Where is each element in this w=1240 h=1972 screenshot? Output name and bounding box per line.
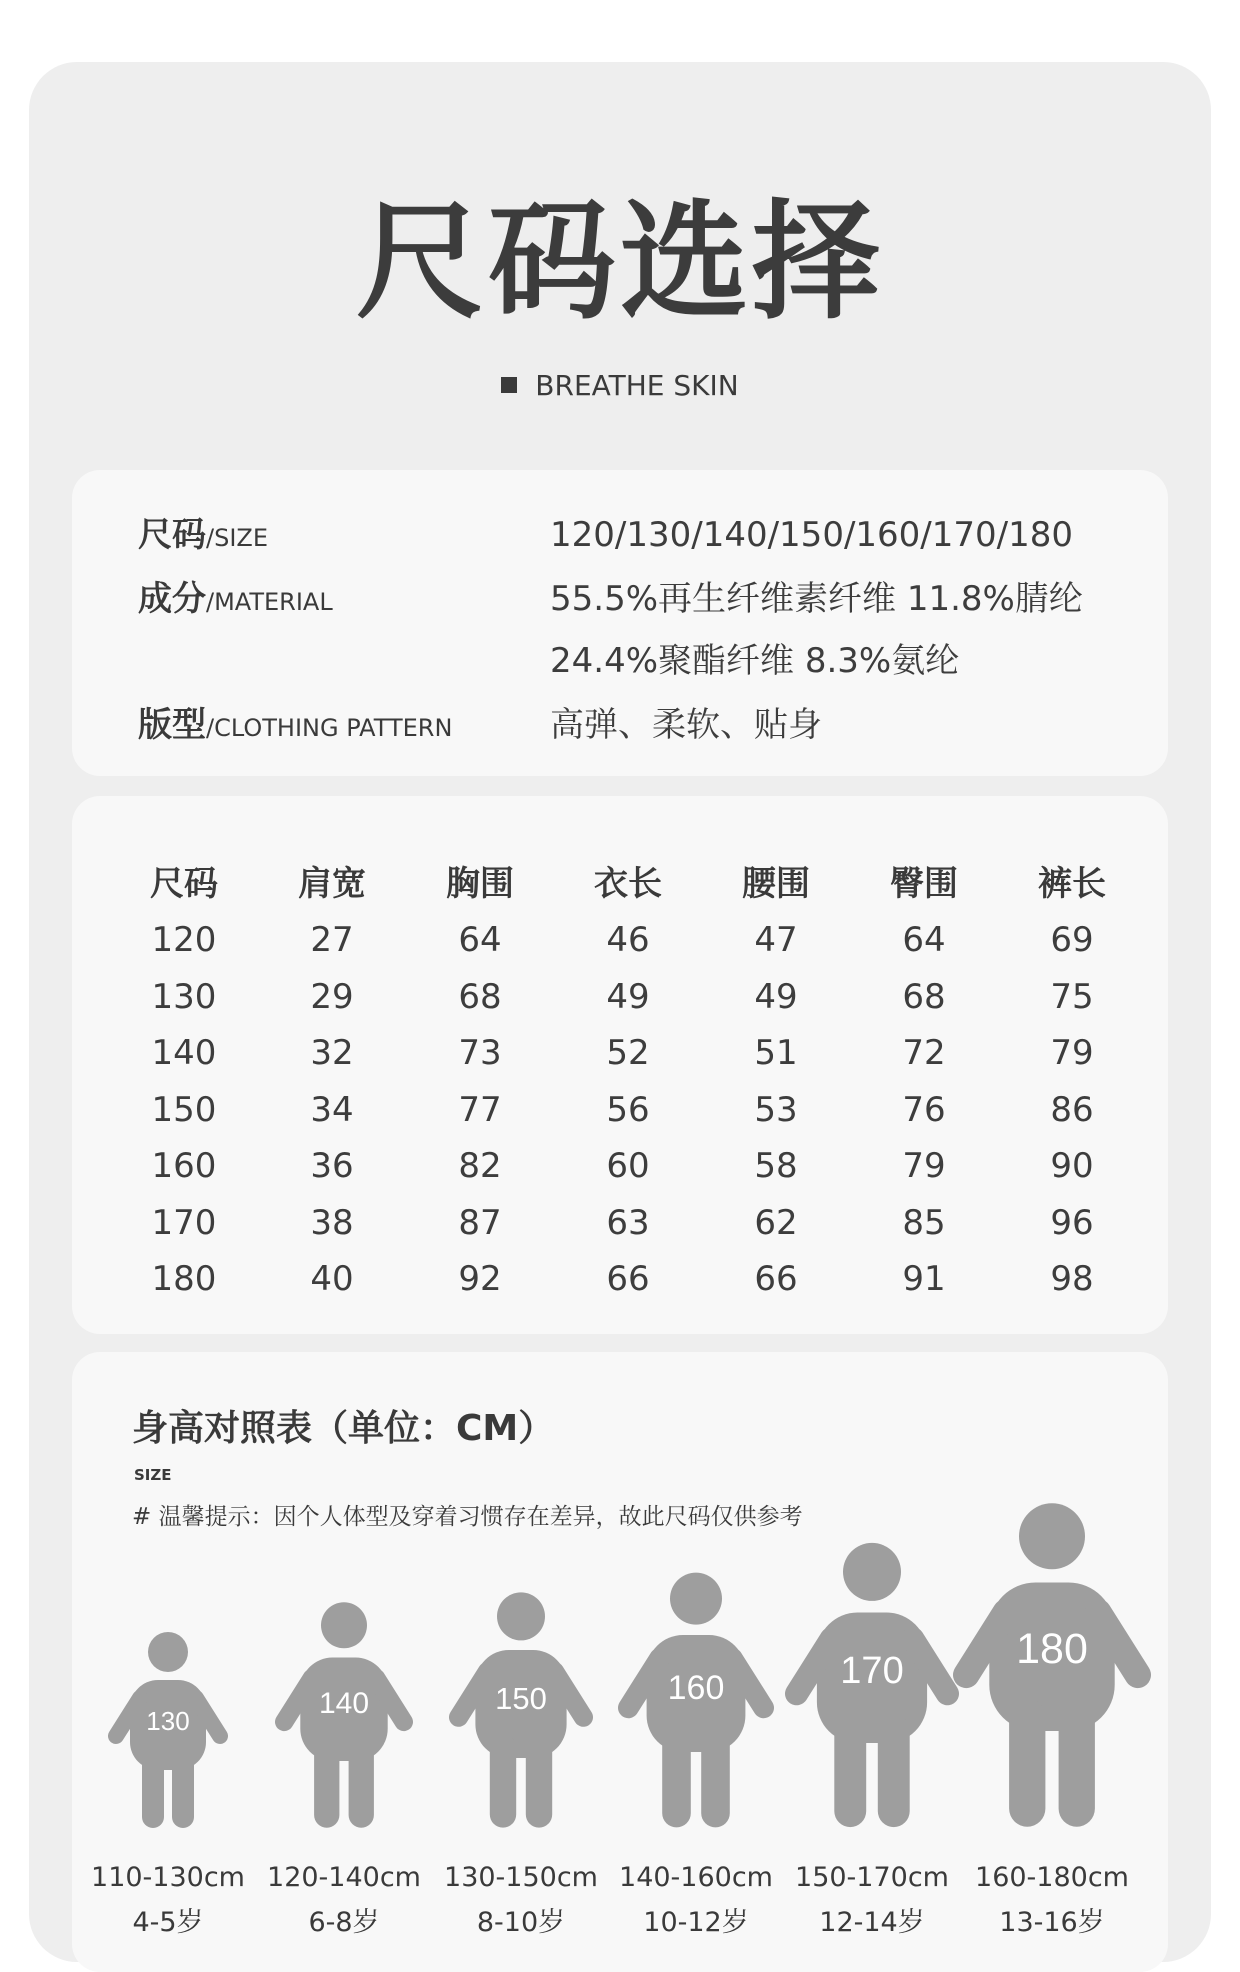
table-row	[110, 1025, 1146, 1082]
table-cell: 160	[151, 1146, 217, 1187]
height-range-label: 110-130cm	[91, 1862, 245, 1893]
table-cell: 66	[754, 1259, 798, 1300]
age-range-label: 8-10岁	[476, 1907, 566, 1938]
page-title: 尺码选择	[355, 188, 884, 337]
table-cell: 86	[1050, 1089, 1094, 1130]
pattern-label-cn: 版型	[138, 705, 206, 745]
table-cell: 63	[606, 1202, 650, 1243]
table-cell: 51	[754, 1033, 798, 1074]
age-range-label: 10-12岁	[643, 1907, 749, 1938]
table-header: 臀围	[890, 863, 958, 904]
table-cell: 87	[458, 1202, 502, 1243]
table-cell: 36	[310, 1146, 354, 1187]
age-range-label: 13-16岁	[999, 1907, 1105, 1938]
material-value-1: 55.5%再生纤维素纤维 11.8%腈纶	[550, 579, 1083, 619]
table-cell: 90	[1050, 1146, 1094, 1187]
height-figure-160	[618, 1570, 774, 1830]
height-range-label: 150-170cm	[795, 1862, 949, 1893]
info-row-pattern	[138, 700, 1138, 750]
height-figure-170	[785, 1540, 959, 1830]
pattern-label-en: /CLOTHING PATTERN	[206, 714, 453, 742]
table-cell: 150	[151, 1089, 217, 1130]
size-table	[110, 848, 1146, 1308]
height-range-label: 130-150cm	[444, 1862, 598, 1893]
table-cell: 96	[1050, 1202, 1094, 1243]
table-cell: 60	[606, 1146, 650, 1187]
table-cell: 69	[1050, 920, 1094, 961]
size-value: 120/130/140/150/160/170/180	[550, 515, 1073, 555]
material-label-en: /MATERIAL	[206, 588, 333, 616]
tip-text: # 温馨提示：因个人体型及穿着习惯存在差异，故此尺码仅供参考	[132, 1504, 803, 1530]
table-header: 裤长	[1038, 863, 1106, 904]
figure-height-label: 130	[146, 1706, 190, 1736]
table-cell: 38	[310, 1202, 354, 1243]
info-row-size	[138, 510, 1138, 560]
material-label-cn: 成分	[138, 579, 206, 619]
size-label-en: /SIZE	[206, 524, 269, 552]
height-chart-title: 身高对照表（单位：CM）	[132, 1408, 555, 1449]
table-cell: 72	[902, 1033, 946, 1074]
table-cell: 180	[151, 1259, 217, 1300]
height-figure-180	[953, 1500, 1151, 1830]
table-cell: 47	[754, 920, 798, 961]
table-cell: 170	[151, 1202, 217, 1243]
table-cell: 120	[151, 920, 217, 961]
table-cell: 85	[902, 1202, 946, 1243]
size-tag: SIZE	[134, 1466, 172, 1484]
table-cell: 34	[310, 1089, 354, 1130]
subtitle-text: BREATHE SKIN	[535, 369, 739, 402]
age-range-label: 12-14岁	[819, 1907, 925, 1938]
table-header-row	[110, 848, 1146, 912]
table-header: 胸围	[446, 863, 514, 904]
table-cell: 79	[902, 1146, 946, 1187]
table-cell: 75	[1050, 976, 1094, 1017]
table-cell: 52	[606, 1033, 650, 1074]
height-range-label: 160-180cm	[975, 1862, 1129, 1893]
material-value-2: 24.4%聚酯纤维 8.3%氨纶	[550, 641, 960, 681]
height-figure-150	[449, 1590, 593, 1830]
square-bullet-icon	[501, 377, 517, 393]
table-cell: 79	[1050, 1033, 1094, 1074]
figure-height-label: 180	[1016, 1625, 1088, 1674]
table-header: 尺码	[150, 863, 218, 904]
figure-height-label: 150	[495, 1681, 547, 1717]
table-row	[110, 1082, 1146, 1139]
table-cell: 68	[902, 976, 946, 1017]
table-cell: 68	[458, 976, 502, 1017]
table-cell: 66	[606, 1259, 650, 1300]
table-cell: 29	[310, 976, 354, 1017]
table-cell: 56	[606, 1089, 650, 1130]
figure-height-label: 160	[667, 1668, 725, 1707]
figure-height-label: 170	[840, 1650, 904, 1693]
table-header: 衣长	[594, 863, 662, 904]
height-figure-130	[108, 1630, 228, 1830]
table-cell: 27	[310, 920, 354, 961]
table-cell: 46	[606, 920, 650, 961]
table-cell: 64	[902, 920, 946, 961]
size-table-card	[72, 796, 1168, 1334]
table-cell: 49	[606, 976, 650, 1017]
table-cell: 98	[1050, 1259, 1094, 1300]
info-row-material	[138, 574, 1138, 624]
table-cell: 49	[754, 976, 798, 1017]
size-label-cn: 尺码	[138, 515, 206, 555]
height-range-label: 120-140cm	[267, 1862, 421, 1893]
table-row	[110, 1195, 1146, 1252]
age-range-label: 4-5岁	[132, 1907, 204, 1938]
table-cell: 64	[458, 920, 502, 961]
height-range-label: 140-160cm	[619, 1862, 773, 1893]
table-row	[110, 912, 1146, 969]
table-cell: 140	[151, 1033, 217, 1074]
table-row	[110, 1251, 1146, 1308]
table-row	[110, 1138, 1146, 1195]
pattern-value: 高弹、柔软、贴身	[550, 705, 822, 745]
table-cell: 32	[310, 1033, 354, 1074]
table-cell: 73	[458, 1033, 502, 1074]
size-label	[138, 510, 268, 566]
table-cell: 130	[151, 976, 217, 1017]
table-cell: 53	[754, 1089, 798, 1130]
material-label	[138, 574, 333, 630]
table-header: 腰围	[742, 863, 810, 904]
table-cell: 82	[458, 1146, 502, 1187]
table-header: 肩宽	[298, 863, 366, 904]
figure-height-label: 140	[318, 1687, 370, 1721]
table-cell: 92	[458, 1259, 502, 1300]
table-cell: 40	[310, 1259, 354, 1300]
table-cell: 62	[754, 1202, 798, 1243]
table-cell: 77	[458, 1089, 502, 1130]
pattern-label	[138, 700, 452, 756]
info-row-material-cont	[138, 636, 1138, 686]
page-subtitle	[0, 368, 1240, 404]
table-cell: 76	[902, 1089, 946, 1130]
table-row	[110, 969, 1146, 1026]
age-range-label: 6-8岁	[308, 1907, 380, 1938]
table-cell: 91	[902, 1259, 946, 1300]
height-figure-140	[275, 1600, 413, 1830]
product-info-card	[72, 470, 1168, 776]
table-cell: 58	[754, 1146, 798, 1187]
